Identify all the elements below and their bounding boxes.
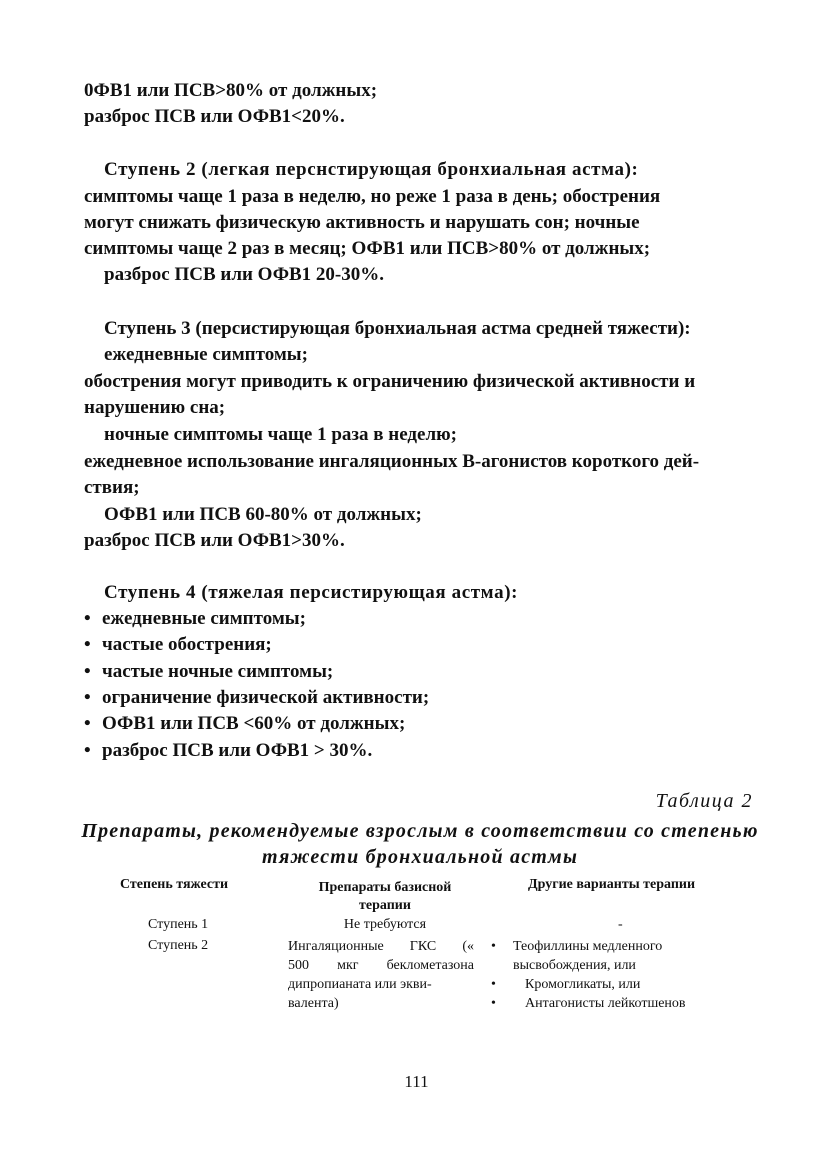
- bullet-icon: •: [491, 996, 496, 1011]
- text-line: могут снижать физическую активность и нарушать сон; ночные: [84, 212, 640, 233]
- table-header-other: Другие варианты терапии: [528, 877, 696, 892]
- bullet-icon: •: [491, 977, 496, 992]
- list-item-text: ОФВ1 или ПСВ <60% от должных;: [102, 713, 406, 734]
- text-line: ствия;: [84, 477, 140, 498]
- section-heading: Ступень 3 (персистирующая бронхиальная астма средней тяжести):: [104, 318, 691, 339]
- table-header-text: Препараты базисной: [318, 880, 452, 895]
- text-line: симптомы чаще 2 раз в месяц; ОФВ1 или ПСВ>80% от должных;: [84, 238, 651, 259]
- list-item: [84, 685, 429, 711]
- section-heading: Ступень 2 (легкая перснстирующая бронхиальная астма):: [104, 159, 639, 180]
- text-line: 0ФВ1 или ПСВ>80% от должных;: [84, 80, 378, 101]
- bullet-icon: •: [84, 661, 91, 682]
- bullet-icon: •: [84, 608, 91, 629]
- text-line: ежедневные симптомы;: [104, 344, 308, 365]
- text-line: симптомы чаще 1 раза в неделю, но реже 1 раза в день; обострения: [84, 186, 661, 207]
- table-header-degree: Степень тяжести: [120, 877, 229, 892]
- list-item-text: ежедневные симптомы;: [102, 608, 306, 629]
- text-line: разброс ПСВ или ОФВ1<20%.: [84, 106, 345, 127]
- list-item-text: частые обострения;: [102, 634, 272, 655]
- table-cell: дипропианата или экви-: [288, 977, 432, 992]
- table-cell: Ингаляционные ГКС («: [288, 939, 474, 954]
- table-cell: Не требуются: [343, 917, 427, 932]
- list-item-text: ограничение физической активности;: [102, 687, 430, 708]
- table-caption: Таблица 2: [655, 790, 753, 812]
- page-number: 111: [404, 1072, 429, 1091]
- section-heading: Ступень 4 (тяжелая персистирующая астма):: [104, 582, 519, 603]
- bullet-icon: •: [84, 634, 91, 655]
- table-header-text: терапии: [359, 898, 411, 913]
- list-item: [84, 659, 333, 685]
- table-cell: -: [618, 917, 623, 932]
- bullet-icon: •: [84, 740, 91, 761]
- table-cell: Ступень 2: [148, 938, 209, 953]
- list-item: [84, 738, 372, 764]
- table-cell: 500 мкг беклометазона: [288, 958, 474, 973]
- text-line: ночные симптомы чаще 1 раза в неделю;: [104, 424, 457, 445]
- table-title: тяжести бронхиальной астмы: [261, 846, 579, 868]
- table-cell: высвобождения, или: [513, 958, 636, 973]
- bullet-icon: •: [84, 713, 91, 734]
- table-cell: Кромогликаты, или: [525, 977, 641, 992]
- list-item-text: разброс ПСВ или ОФВ1 > 30%.: [102, 740, 373, 761]
- list-item-text: частые ночные симптомы;: [102, 661, 334, 682]
- table-cell: валента): [288, 996, 339, 1011]
- text-line: разброс ПСВ или ОФВ1>30%.: [84, 530, 345, 551]
- table-cell: Теофиллины медленного: [513, 939, 663, 954]
- list-item: [84, 606, 306, 632]
- bullet-icon: •: [84, 687, 91, 708]
- text-line: ежедневное использование ингаляционных В-агонистов короткого дей-: [84, 451, 700, 472]
- list-item: [84, 711, 405, 737]
- text-line: ОФВ1 или ПСВ 60-80% от должных;: [104, 504, 422, 525]
- text-line: разброс ПСВ или ОФВ1 20-30%.: [104, 264, 385, 285]
- bullet-icon: •: [491, 939, 496, 954]
- table-cell: Ступень 1: [148, 917, 209, 932]
- table-cell: Антагонисты лейкотшенов: [525, 996, 686, 1011]
- table-title: Препараты, рекомендуемые взрослым в соответствии со степенью: [81, 820, 759, 842]
- table-header-basic: [290, 879, 480, 915]
- text-line: обострения могут приводить к ограничению физической активности и: [84, 371, 696, 392]
- text-line: нарушению сна;: [84, 397, 226, 418]
- list-item: [84, 632, 272, 658]
